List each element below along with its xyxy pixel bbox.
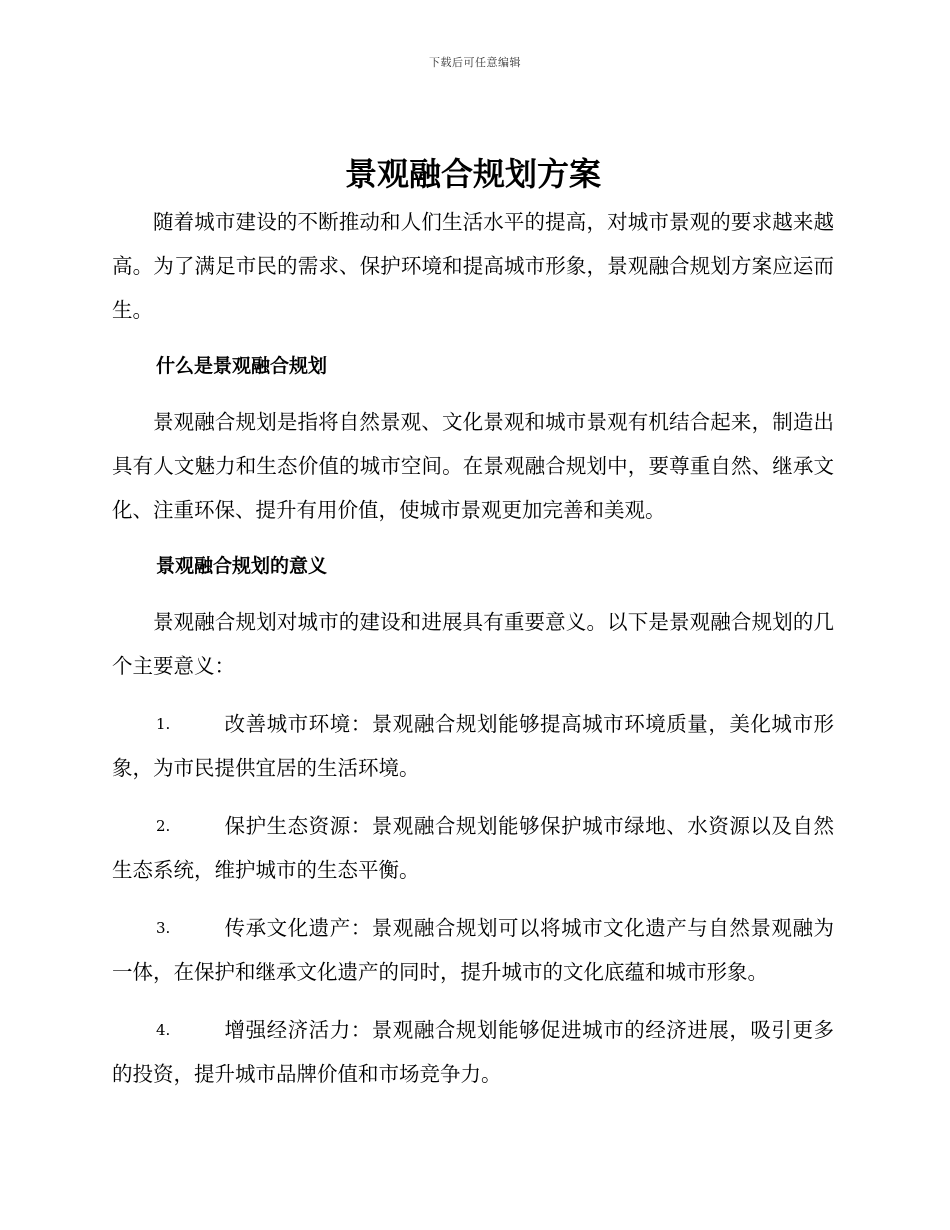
document-body bbox=[112, 148, 834, 1096]
list-item bbox=[112, 906, 834, 994]
list-number: 4. bbox=[156, 1021, 171, 1039]
page-header: 下载后可任意编辑 bbox=[429, 56, 521, 69]
intro-paragraph: 随着城市建设的不断推动和人们生活水平的提高，对城市景观的要求越来越高。为了满足市民的需求、保护环境和提高城市形象，景观融合规划方案应运而生。 bbox=[112, 210, 834, 322]
list-text: 传承文化遗产：景观融合规划可以将城市文化遗产与自然景观融为一体，在保护和继承文化遗产的同时，提升城市的文化底蕴和城市形象。 bbox=[112, 916, 834, 984]
spacer bbox=[112, 790, 834, 804]
spacer bbox=[112, 688, 834, 702]
list-number: 2. bbox=[156, 817, 171, 835]
list-item bbox=[112, 702, 834, 790]
list-item bbox=[112, 1008, 834, 1096]
spacer bbox=[112, 994, 834, 1008]
list-item bbox=[112, 804, 834, 892]
spacer bbox=[112, 332, 834, 344]
spacer bbox=[112, 388, 834, 400]
spacer bbox=[112, 588, 834, 600]
list-text: 保护生态资源：景观融合规划能够保护城市绿地、水资源以及自然生态系统，维护城市的生态平衡。 bbox=[112, 814, 834, 882]
spacer bbox=[112, 532, 834, 544]
section-body-definition: 景观融合规划是指将自然景观、文化景观和城市景观有机结合起来，制造出具有人文魅力和生态价值的城市空间。在景观融合规划中，要尊重自然、继承文化、注重环保、提升有用价值，使城市景观更加完善和美观。 bbox=[112, 410, 834, 522]
list-text: 改善城市环境：景观融合规划能够提高城市环境质量，美化城市形象，为市民提供宜居的生活环境。 bbox=[112, 712, 834, 780]
list-number: 1. bbox=[156, 715, 171, 733]
section-body-significance: 景观融合规划对城市的建设和进展具有重要意义。以下是景观融合规划的几个主要意义： bbox=[112, 610, 834, 678]
document-title: 景观融合规划方案 bbox=[344, 155, 601, 193]
section-heading-definition: 什么是景观融合规划 bbox=[156, 355, 328, 377]
spacer bbox=[112, 892, 834, 906]
list-number: 3. bbox=[156, 919, 171, 937]
list-text: 增强经济活力：景观融合规划能够促进城市的经济进展，吸引更多的投资，提升城市品牌价值和市场竞争力。 bbox=[112, 1018, 834, 1086]
section-heading-significance: 景观融合规划的意义 bbox=[156, 555, 328, 577]
